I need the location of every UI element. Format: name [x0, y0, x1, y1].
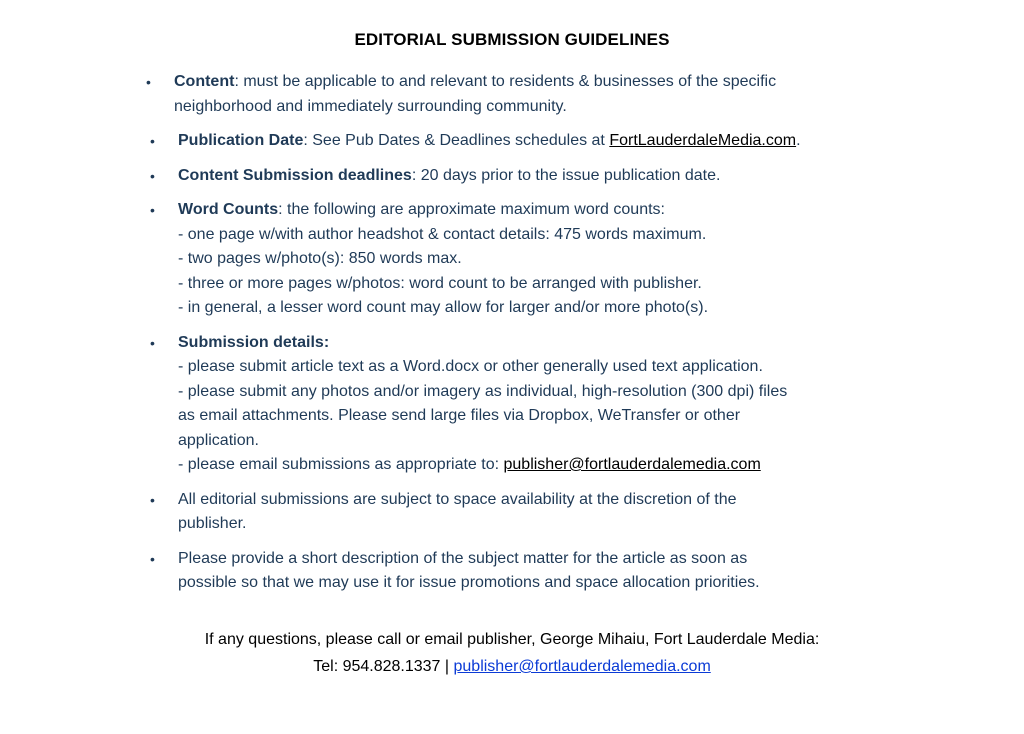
item-text: as email attachments. Please send large files via Dropbox, WeTransfer or other	[178, 407, 741, 424]
item-text: - please email submissions as appropriate to:	[178, 456, 504, 473]
list-item-publication-date	[0, 129, 1024, 154]
contact-footer	[0, 626, 1024, 680]
page-title: EDITORIAL SUBMISSION GUIDELINES	[354, 30, 670, 49]
footer-email-link[interactable]: publisher@fortlauderdalemedia.com	[453, 658, 711, 675]
item-label: Word Counts	[178, 201, 279, 218]
bullet-icon: •	[150, 334, 155, 351]
item-text: : must be applicable to and relevant to residents & businesses of the specific	[234, 73, 777, 90]
item-label: Content Submission deadlines	[178, 166, 412, 184]
item-text: - one page w/with author headshot & contact details: 475 words maximum.	[178, 225, 707, 243]
item-text: neighborhood and immediately surrounding community.	[174, 97, 567, 115]
email-link[interactable]: publisher@fortlauderdalemedia.com	[503, 456, 761, 473]
bullet-icon: •	[150, 133, 155, 149]
item-text: - three or more pages w/photos: word count to be arranged with publisher.	[178, 274, 702, 292]
bullet-icon: •	[150, 491, 155, 508]
bullet-icon: •	[150, 202, 155, 218]
item-text: publisher.	[178, 515, 247, 532]
bullet-icon: •	[146, 74, 151, 90]
item-text: - in general, a lesser word count may allow for larger and/or more photo(s).	[178, 299, 709, 316]
item-label: Submission details:	[178, 333, 330, 351]
list-item-deadlines	[0, 164, 1024, 189]
footer-questions-text: If any questions, please call or email publisher, George Mihaiu, Fort Lauderdale Media:	[204, 631, 820, 648]
item-text: - please submit article text as a Word.docx or other generally used text application.	[178, 358, 763, 375]
item-text: possible so that we may use it for issue promotions and space allocation priorities.	[178, 574, 760, 591]
list-item-content	[0, 70, 1024, 119]
item-label: Publication Date	[178, 132, 304, 149]
website-link[interactable]: FortLauderdaleMedia.com	[609, 132, 797, 149]
item-text: .	[796, 132, 801, 149]
list-item-submission-details	[0, 331, 1024, 478]
item-text: Please provide a short description of the subject matter for the article as soon as	[178, 549, 748, 567]
list-item-space-availability	[0, 488, 1024, 537]
bullet-icon: •	[150, 167, 155, 184]
item-text: : 20 days prior to the issue publication date.	[411, 166, 721, 184]
item-text: : the following are approximate maximum word counts:	[278, 201, 665, 218]
list-item-description	[0, 547, 1024, 596]
footer-tel-text: Tel: 954.828.1337 |	[313, 658, 454, 675]
item-text: - please submit any photos and/or imagery as individual, high-resolution (300 dpi) files	[178, 382, 788, 400]
list-item-word-counts	[0, 198, 1024, 321]
item-text: application.	[178, 431, 259, 449]
item-text: - two pages w/photo(s): 850 words max.	[178, 250, 462, 267]
item-label: Content	[174, 73, 235, 90]
item-text: All editorial submissions are subject to space availability at the discretion of the	[178, 490, 737, 508]
item-text: : See Pub Dates & Deadlines schedules at	[303, 132, 610, 149]
bullet-icon: •	[150, 550, 155, 567]
guidelines-list	[0, 70, 1024, 606]
